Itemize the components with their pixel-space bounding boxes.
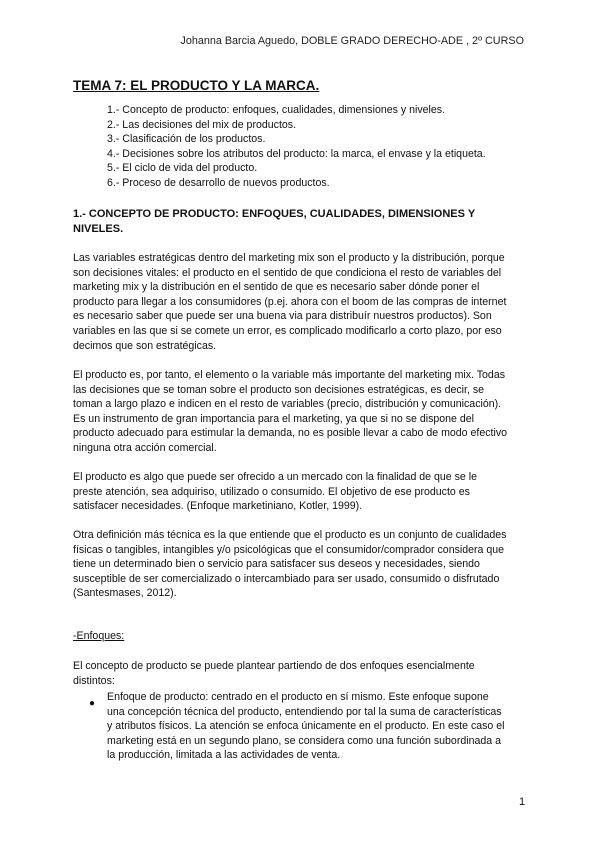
toc-item: 5.- El ciclo de vida del producto. [107, 162, 258, 175]
toc-item: 1.- Concepto de producto: enfoques, cualidades, dimensiones y niveles. [107, 104, 446, 116]
paragraph-line: satisfacer necesidades. (Enfoque marketiniano, Kotler, 1999). [73, 500, 363, 513]
toc-item: 4.- Decisiones sobre los atributos del producto: la marca, el envase y la etiqueta. [107, 147, 486, 160]
paragraph-line: toman a largo plazo e indicen en el resto de variables (precio, distribución y comunicación). [73, 398, 502, 411]
paragraph-line: Otra definición más técnica es la que entiende que el producto es un conjunto de cualidades [73, 529, 507, 541]
paragraph-line: Es un instrumento de gran importancia para el marketing, ya que si no se dispone del [73, 412, 475, 425]
paragraph-line: es necesario saber que puede ser una buena via para distribuír nuestros productos). Son [73, 310, 492, 323]
paragraph-line: susceptible de ser comercializado o intercambiado para ser usado, consumido o disfrutado [73, 572, 500, 585]
subheading-enfoques: -Enfoques: [73, 630, 125, 642]
paragraph-line: El producto es, por tanto, el elemento o la variable más importante del marketing mix. Todas [73, 369, 506, 381]
section-heading: NIVELES. [73, 222, 124, 235]
bullet-item-line: la producción, limitada a las actividades de venta. [107, 749, 341, 762]
page-title: TEMA 7: EL PRODUCTO Y LA MARCA. [73, 78, 320, 93]
paragraph-line: marketing mix y la distribución en el sentido de que es necesario saber dónde poner el [73, 281, 480, 294]
page-header: Johanna Barcia Aguedo, DOBLE GRADO DERECHO-ADE , 2º CURSO [180, 35, 524, 47]
paragraph-line: Las variables estratégicas dentro del marketing mix son el producto y la distribución, porque [73, 252, 505, 264]
bullet-item-line: una concepción técnica del producto, entendiendo por tal la suma de características [107, 705, 502, 718]
bullet-item-line: Enfoque de producto: centrado en el producto en sí mismo. Este enfoque supone [107, 691, 489, 703]
paragraph-line: El concepto de producto se puede plantear partiendo de dos enfoques esencialmente [73, 660, 475, 672]
paragraph-line: decimos que son estratégicas. [73, 339, 217, 352]
toc-item: 6.- Proceso de desarrollo de nuevos productos. [107, 177, 330, 189]
paragraph-line: son decisiones vitales: el producto en el sentido de que condiciona el resto de variables del [73, 266, 502, 279]
paragraph-line: ninguna otra acción comercial. [73, 442, 217, 454]
paragraph-line: tiene un determinado bien o servicio para satisfacer sus deseos y necesidades, siendo [73, 558, 480, 571]
page-number: 1 [519, 796, 526, 808]
paragraph-line: las decisiones que se toman sobre el producto son decisiones estratégicas, es decir, se [73, 383, 485, 396]
paragraph-line: preste atención, sea adquiriso, utilizado o consumido. El objetivo de ese producto es [73, 485, 470, 498]
bullet-item-line: marketing está en un segundo plano, se considera como una función subordinada a [107, 734, 502, 747]
toc-item: 3.- Clasificación de los productos. [107, 133, 266, 146]
paragraph-line: El producto es algo que puede ser ofrecido a un mercado con la finalidad de que se le [73, 471, 478, 483]
paragraph-line: producto para llegar a los consumidores (p.ej. ahora con el boom de las compras de internet [73, 295, 507, 308]
bullet-icon: ● [89, 698, 96, 709]
paragraph-line: distintos: [73, 674, 115, 687]
bullet-item-line: y atributos físicos. La atención se enfoca únicamente en el producto. En este caso el [107, 720, 505, 733]
section-heading: 1.- CONCEPTO DE PRODUCTO: ENFOQUES, CUALIDADES, DIMENSIONES Y [73, 208, 476, 220]
toc-item: 2.- Las decisiones del mix de productos. [107, 118, 297, 131]
paragraph-line: físicas o tangibles, intangibles y/o psicológicas que el consumidor/comprador considera que [73, 543, 505, 556]
paragraph-line: (Santesmases, 2012). [73, 587, 177, 600]
paragraph-line: producto adecuado para estimular la demanda, no es posible llevar a cabo de modo efectivo [73, 427, 508, 440]
paragraph-line: variables en las que si se comete un error, es complicado modificarlo a corto plazo, por eso [73, 325, 502, 337]
